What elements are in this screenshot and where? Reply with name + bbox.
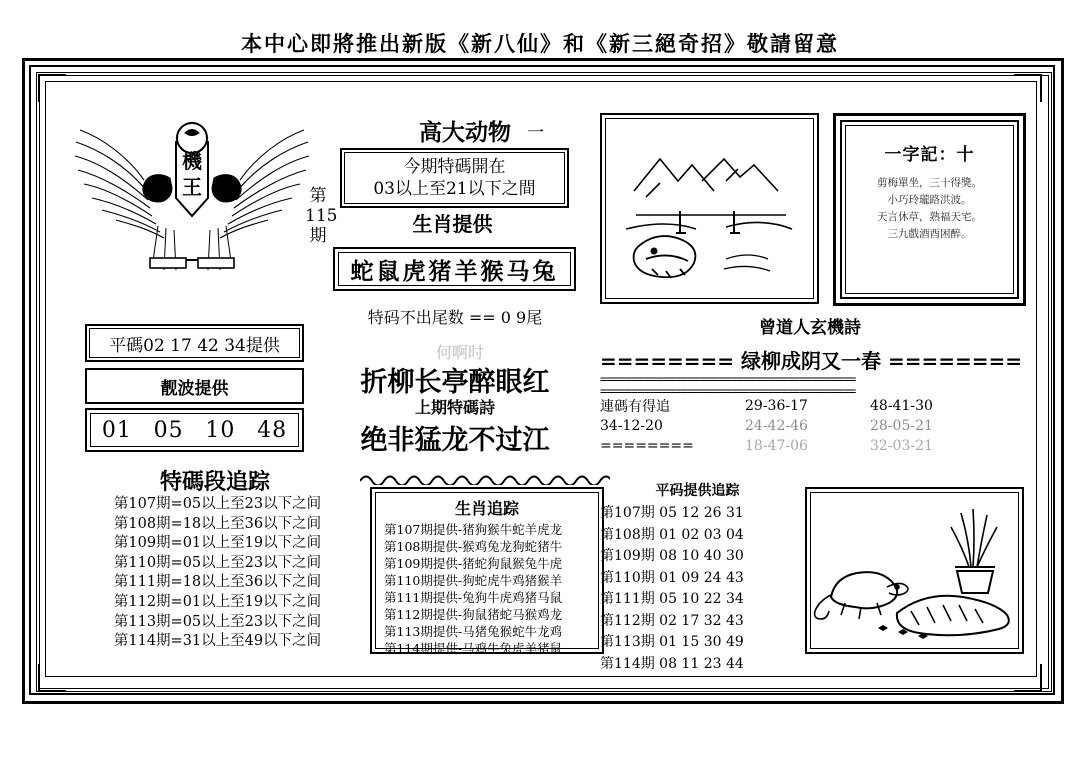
range-line-1: 今期特碼開在 (403, 157, 506, 177)
poem-rule-right: ======== (888, 349, 1023, 373)
zodiac-box (333, 247, 576, 291)
pingma-tracking-list (600, 503, 795, 675)
list-item: 第107期提供-猪狗猴牛蛇羊虎龙 (384, 522, 563, 537)
poem-line-1: 折柳长亭醉眼红 (360, 367, 550, 398)
zodiac-tracking-list (376, 521, 598, 657)
corner-ornament-bottom-left (38, 664, 66, 692)
list-item: 第109期=01以上至19以下之间 (113, 535, 322, 552)
yizi-box (833, 113, 1026, 306)
divider-rule-3: ======== (600, 438, 694, 454)
table-row (600, 436, 1020, 456)
corner-ornament-top-left (38, 74, 66, 102)
list-item: 第111期=18以上至36以下之间 (113, 574, 322, 591)
list-item: 第113期=05以上至23以下之间 (113, 613, 322, 630)
lianma-value: 48-41-30 (870, 398, 933, 414)
corner-ornament-top-right (1014, 74, 1042, 102)
zengdaoren-poem-row (600, 345, 1023, 374)
list-item: 第114期 08 11 23 44 (600, 655, 744, 672)
tracking-list (80, 495, 355, 652)
big-animal-mark: 一 (527, 123, 544, 143)
pingma-tracking-title: 平码提供追踪 (655, 483, 740, 499)
lianma-label: 連碼有得追 (600, 399, 670, 415)
animal-illustration-box (805, 487, 1024, 654)
mountain-illustration (605, 118, 814, 299)
lianma-value: 32-03-21 (870, 438, 933, 454)
list-item: 第111期提供-兔狗牛虎鸡猪马鼠 (384, 590, 563, 605)
page-title: 本中心即將推出新版《新八仙》和《新三絕奇招》敬請留意 (241, 31, 839, 56)
issue-indicator (305, 186, 338, 246)
tail-exclusion-line: 特码不出尾数 == 0 9尾 (367, 308, 543, 327)
svg-text:王: 王 (182, 175, 202, 199)
faint-watermark-text: 何啊时 (435, 343, 484, 362)
zodiac-list: 蛇鼠虎猪羊猴马兔 (338, 252, 571, 286)
animal-illustration (810, 492, 1019, 649)
lianma-value: 28-05-21 (870, 418, 933, 434)
zodiac-tracking-title: 生肖追踪 (454, 499, 519, 518)
list-item: 第108期=18以上至36以下之间 (113, 515, 322, 532)
poem-line-2: 绝非猛龙不过江 (360, 425, 550, 456)
range-line-2: 03以上至21以下之間 (373, 179, 536, 199)
list-item: 第110期 01 09 24 43 (600, 569, 744, 586)
shengxiao-label: 生肖提供 (412, 212, 493, 236)
list-item: 第114期=31以上至49以下之间 (113, 633, 322, 650)
list-item: 第110期提供-狗蛇虎牛鸡猪猴羊 (384, 573, 563, 588)
tracking-title: 特碼段追踪 (159, 469, 270, 495)
corner-ornament-bottom-right (1014, 664, 1042, 692)
poem-rule-left: ======== (600, 349, 735, 373)
list-item: 第114期提供-马鸡牛兔虎羊猪鼠 (384, 641, 563, 656)
wave-divider (360, 470, 610, 484)
liangbo-number: 01 (101, 417, 132, 443)
lianma-value: 29-36-17 (745, 398, 808, 414)
issue-label: 第 (309, 186, 327, 206)
zengdaoren-poem: 绿柳成阴又一春 (741, 349, 882, 373)
issue-number: 115 (305, 206, 338, 226)
list-item: 第109期 08 10 40 30 (600, 548, 744, 564)
pingma-box (85, 324, 304, 362)
pingma-tracking-box (600, 480, 795, 675)
poem-caption: 上期特碼詩 (414, 398, 495, 417)
list-item: 第109期提供-猪蛇狗鼠猴兔牛虎 (384, 556, 563, 571)
divider-rule-1: ========================================= (600, 372, 856, 386)
divider-rule-2: ========================================= (600, 384, 856, 398)
liangbo-label: 靓波提供 (85, 368, 304, 404)
list-item: 第111期 05 10 22 34 (600, 591, 744, 607)
mountain-illustration-box (600, 113, 819, 304)
issue-suffix: 期 (309, 226, 327, 246)
yizi-title: 一字記：十 (884, 145, 975, 165)
list-item: 三九戲酒酉困醉。 (887, 228, 972, 240)
list-item: 第112期 02 17 32 43 (600, 612, 744, 629)
yizi-verse (877, 175, 982, 243)
liangbo-number-box (85, 408, 304, 452)
pingma-text: 平碼02 17 42 34提供 (89, 328, 300, 358)
list-item: 第113期 01 15 30 49 (600, 634, 744, 650)
liangbo-number: 05 (153, 417, 184, 443)
liangbo-number: 48 (257, 417, 288, 443)
list-item: 第113期提供-马猪兔猴蛇牛龙鸡 (384, 624, 563, 639)
lianma-value: 34-12-20 (600, 418, 663, 434)
list-item: 小巧玲瓏路洪波。 (887, 194, 972, 206)
list-item: 第108期提供-猴鸡兔龙狗蛇猪牛 (384, 539, 563, 554)
lianma-table (600, 396, 1020, 456)
lianma-value: 24-42-46 (745, 418, 808, 434)
list-item: 第108期 01 02 03 04 (600, 526, 744, 543)
list-item: 第110期=05以上至23以下之间 (113, 554, 322, 571)
table-row (600, 396, 1020, 416)
table-row (600, 416, 1020, 436)
range-box (340, 148, 569, 208)
list-item: 天言休草，熟福天宅。 (877, 211, 982, 223)
list-item: 第107期 05 12 26 31 (600, 505, 744, 521)
liangbo-number: 10 (205, 417, 236, 443)
svg-text:機: 機 (182, 149, 202, 173)
lianma-value: 18-47-06 (745, 438, 808, 454)
zodiac-tracking-box (370, 487, 604, 654)
zengdaoren-title: 曾道人玄機詩 (759, 318, 861, 338)
big-animal-heading: 高大动物 (419, 119, 511, 146)
list-item: 第107期=05以上至23以下之间 (113, 496, 322, 512)
list-item: 第112期=01以上至19以下之间 (113, 593, 322, 610)
list-item: 剪梅單坐，三十得獎。 (877, 177, 982, 189)
list-item: 第112期提供-狗鼠猪蛇马猴鸡龙 (384, 607, 563, 622)
eagle-crest-icon (72, 108, 312, 293)
